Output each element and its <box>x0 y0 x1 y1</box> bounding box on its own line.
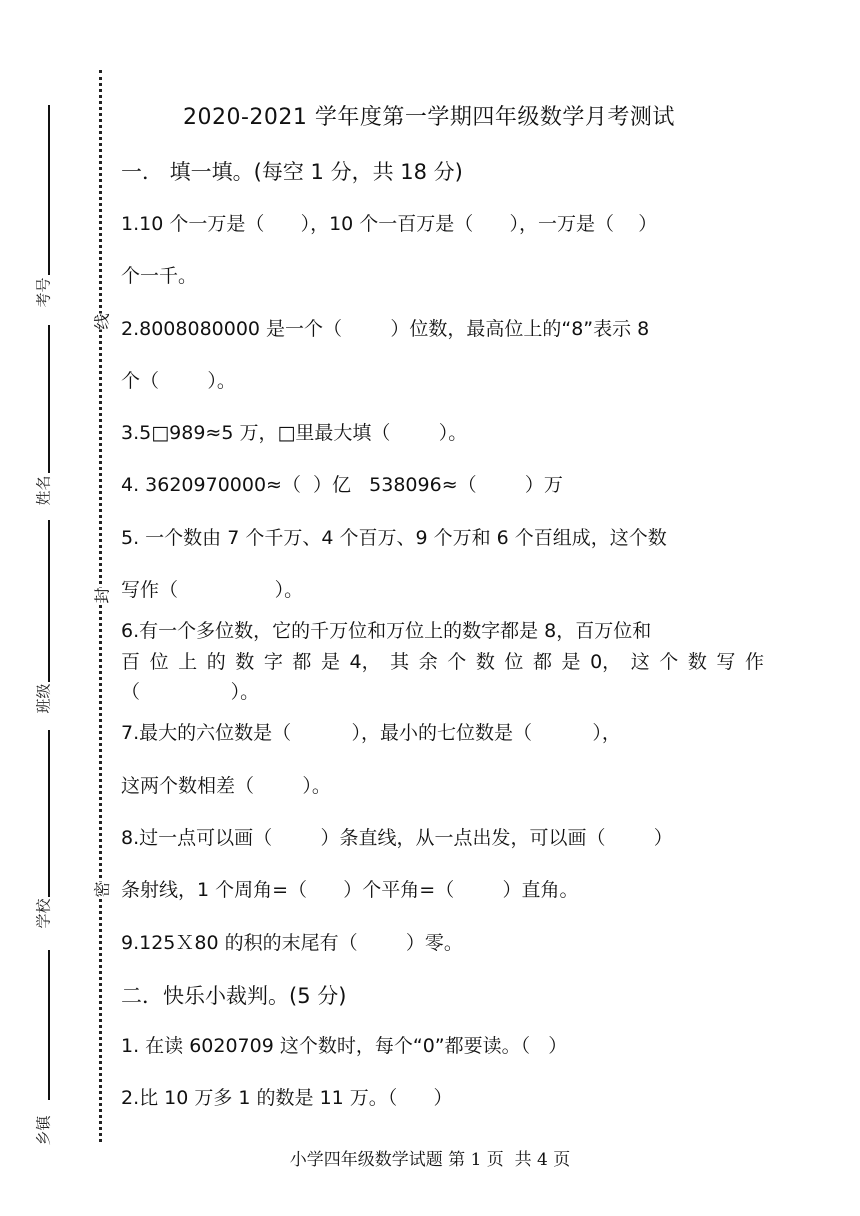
justified-char: 是 <box>561 651 581 673</box>
seal-char-line: 线 <box>88 313 115 329</box>
justified-char: 位 <box>149 651 169 673</box>
question-line: 写作（ ）。 <box>121 579 304 601</box>
town-label: 乡镇 <box>34 1115 53 1146</box>
question-line: 条射线，1 个周角=（ ）个平角=（ ）直角。 <box>121 879 579 901</box>
question-line: 7.最大的六位数是（ ），最小的七位数是（ ）， <box>121 722 621 744</box>
section2-heading: 二．快乐小裁判。(5 分) <box>121 984 347 1008</box>
justified-char: 是 <box>320 651 340 673</box>
justified-char: 这 <box>630 651 650 673</box>
binding-strip <box>0 0 118 1216</box>
justified-char: 都 <box>532 651 552 673</box>
name-line <box>48 325 50 473</box>
justified-char: 个 <box>659 651 679 673</box>
justified-char: 字 <box>263 651 283 673</box>
question-line: 个（ ）。 <box>121 370 236 392</box>
justified-char: 上 <box>178 651 198 673</box>
town-line <box>48 950 50 1100</box>
question-justified-line <box>121 647 764 674</box>
question-line: 6.有一个多位数，它的千万位和万位上的数字都是 8，百万位和 <box>121 620 652 642</box>
question-line: 个一千。 <box>121 265 198 287</box>
justified-char: 余 <box>418 651 438 673</box>
seal-dotted-line <box>99 70 102 1142</box>
question-line: （ ）。 <box>121 681 260 703</box>
justified-char: 数 <box>687 651 707 673</box>
justified-char: 百 <box>121 651 141 673</box>
justified-char: 个 <box>447 651 467 673</box>
school-label: 学校 <box>34 898 53 929</box>
name-label: 姓名 <box>34 475 53 506</box>
question-line: 2.比 10 万多 1 的数是 11 万。（ ） <box>121 1087 453 1109</box>
justified-char: 数 <box>475 651 495 673</box>
question-line: 2.8008080000 是一个（ ）位数，最高位上的“8”表示 8 <box>121 318 650 340</box>
justified-char: 都 <box>292 651 312 673</box>
page-title: 2020-2021 学年度第一学期四年级数学月考测试 <box>183 105 675 130</box>
class-label: 班级 <box>34 683 53 714</box>
exam-number-label: 考号 <box>34 277 53 308</box>
question-line: 8.过一点可以画（ ）条直线，从一点出发，可以画（ ） <box>121 827 673 849</box>
question-line: 4. 3620970000≈（ ）亿 538096≈（ ）万 <box>121 474 563 496</box>
question-line: 9.125Ｘ80 的积的末尾有（ ）零。 <box>121 932 463 954</box>
justified-char: 作 <box>744 651 764 673</box>
justified-char: 其 <box>390 651 410 673</box>
justified-char: 位 <box>504 651 524 673</box>
seal-char-seal: 封 <box>88 587 115 603</box>
class-line <box>48 520 50 682</box>
page-footer: 小学四年级数学试题 第 1 页 共 4 页 <box>289 1150 571 1170</box>
justified-char: 4， <box>349 651 381 673</box>
justified-char: 写 <box>716 651 736 673</box>
justified-char: 的 <box>206 651 226 673</box>
question-line: 1. 在读 6020709 这个数时，每个“0”都要读。（ ） <box>121 1035 568 1057</box>
seal-char-secret: 密 <box>88 881 115 897</box>
justified-char: 数 <box>235 651 255 673</box>
question-line: 1.10 个一万是（ ），10 个一百万是（ ），一万是（ ） <box>121 213 658 235</box>
question-line: 这两个数相差（ ）。 <box>121 775 331 797</box>
question-line: 5. 一个数由 7 个千万、4 个百万、9 个万和 6 个百组成，这个数 <box>121 527 667 549</box>
justified-char: 0， <box>590 651 622 673</box>
school-line <box>48 730 50 897</box>
exam-number-line <box>48 105 50 275</box>
question-line: 3.5□989≈5 万，□里最大填（ ）。 <box>121 422 468 444</box>
section1-heading: 一． 填一填。(每空 1 分，共 18 分) <box>121 160 463 184</box>
